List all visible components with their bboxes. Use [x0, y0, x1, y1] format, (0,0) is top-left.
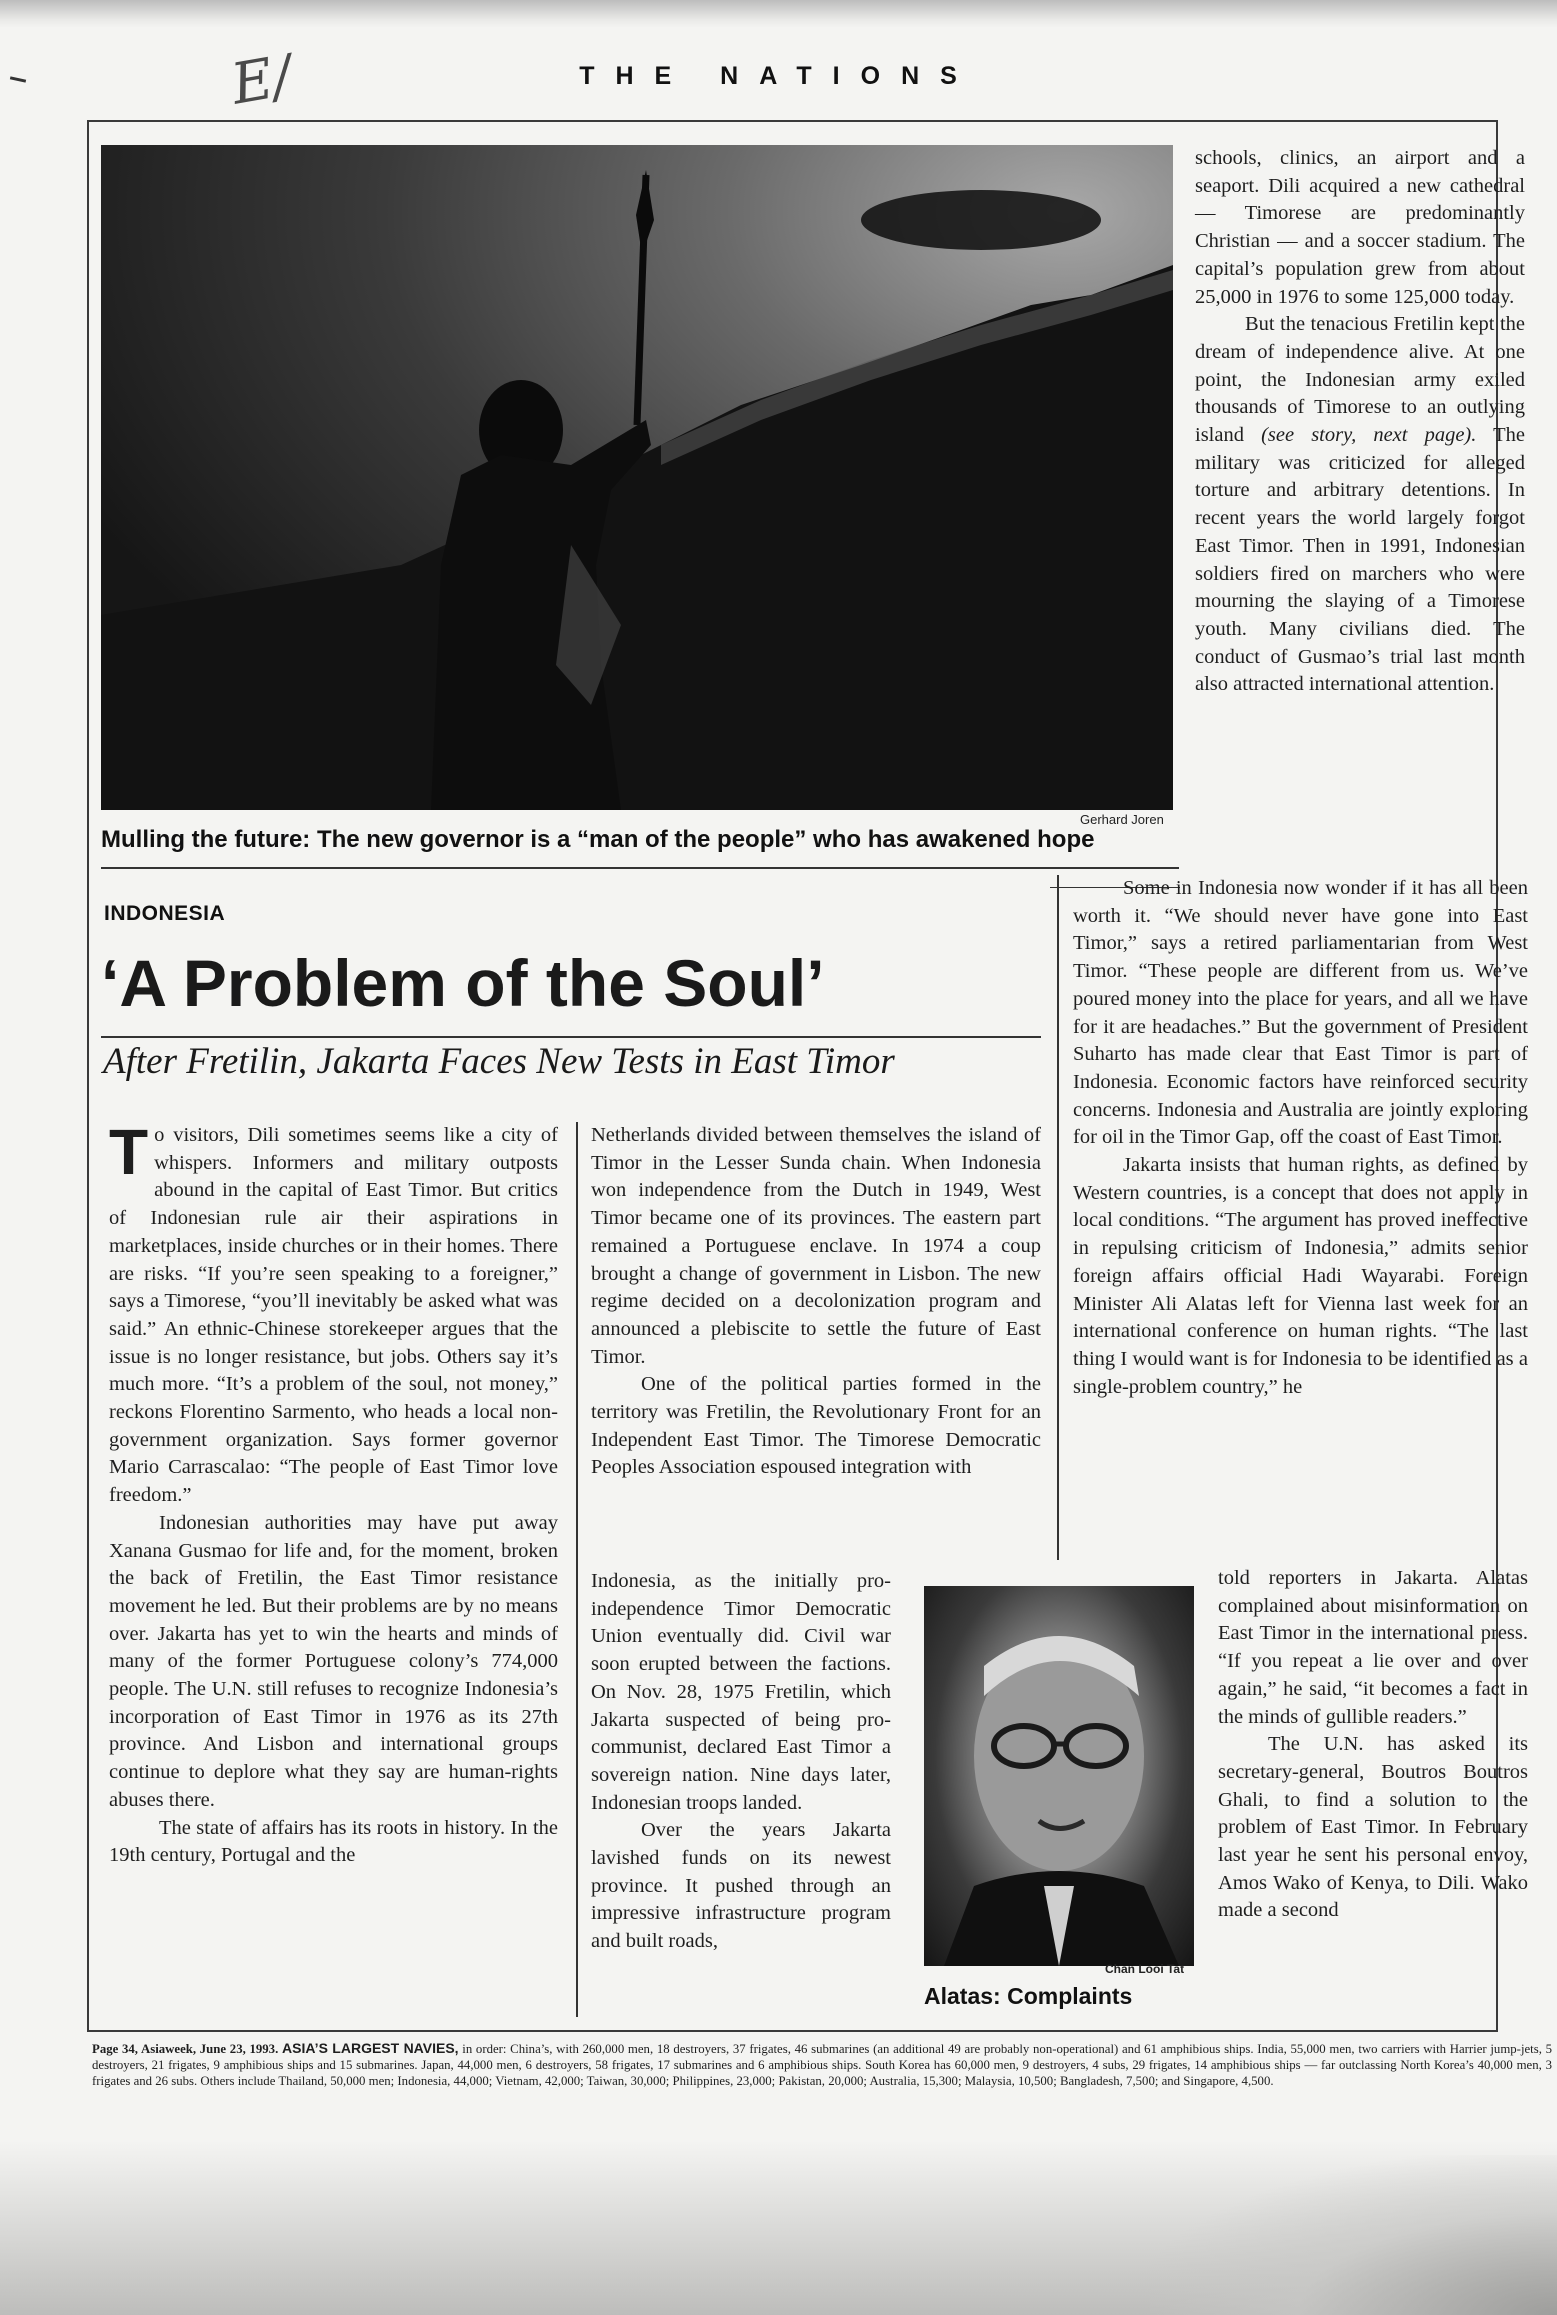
photo-credit: Gerhard Joren [1080, 812, 1164, 827]
photo-caption: Mulling the future: The new governor is a “man of the people” who has awakened hope [101, 826, 1095, 853]
paragraph: Some in Indonesia now wonder if it has all been worth it. “We should never have gone into East Timor,” says a retired parliamentarian from West Timor. “These people are different from us. We’ve poured money into the place for years, and all we have for it are headaches.” But the government of President Suharto has made clear that East Timor is part of Indonesia. Economic factors have reinforced security concerns. Indonesia and Australia are jointly exploring for oil in the Timor Gap, off the coast of East Timor. [1073, 877, 1528, 1149]
footer-text: in order: China’s, with 260,000 men, 18 destroyers, 37 frigates, 46 submarines (an additional 49 are probably non-operational) and 61 amphibious ships. India, 55,000 men, two carriers with Harrier jump-jets, 5 destroyers, 21 frigates, 9 amphibious ships and 15 submarines. Japan, 44,000 men, 6 destroyers, 58 frigates, 17 submarines and 6 amphibious ships. South Korea has 60,000 men, 9 destroyers, 4 subs, 29 frigates, 14 amphibious ships — far outclassing North Korea’s 40,000 men, 3 frigates and 26 subs. Others include Thailand, 50,000 men; Indonesia, 44,000; Vietnam, 42,000; Taiwan, 30,000; Philippines, 23,000; Pakistan, 20,000; Australia, 15,300; Malaysia, 10,500; Bangladesh, 7,500; and Singapore, 4,500. [92, 2042, 1553, 2088]
paragraph-text: o visitors, Dili sometimes seems like a city of whispers. Informers and military outposts abound in the capital of East Timor. But critics of Indonesian rule air their aspirations in marketplaces, inside churches or in their homes. There are risks. “If you’re seen speaking to a foreigner,” says a Timorese, “you’ll inevitably be asked what was said.” An ethnic-Chinese storekeeper argues that the issue is no longer resistance, but jobs. Others say it’s much more. “It’s a problem of the soul, not money,” reckons Florentino Sarmento, who heads a local non-government organization. Says former governor Mario Carrascalao: “The people of East Timor love freedom.” [109, 1124, 558, 1507]
body-column-3-bottom [1218, 1565, 1528, 1925]
paragraph: schools, clinics, an airport and a seaport. Dili acquired a new cathedral — Timorese are predominantly Christian — and a soccer stadium. The capital’s population grew from about 25,000 in 1976 to some 125,000 today. [1195, 147, 1525, 308]
photo-silhouette [101, 145, 1173, 810]
headline: ‘A Problem of the Soul’ [101, 946, 825, 1020]
section-header: THE NATIONS [579, 62, 978, 90]
caption-rule [101, 867, 1179, 869]
headline-rule [101, 1036, 1041, 1038]
body-column-2 [591, 1122, 1041, 1482]
body-column-3-middle [1073, 875, 1528, 1401]
handwritten-mark: E/ [226, 43, 297, 118]
paragraph: The U.N. has asked its secretary-general, Boutros Boutros Ghali, to find a solution to the problem of East Timor. In February last year he sent his personal envoy, Amos Wako of Kenya, to Dili. Wako made a second [1218, 1733, 1528, 1922]
scan-edge-top [0, 0, 1557, 28]
deck: After Fretilin, Jakarta Faces New Tests in East Timor [103, 1041, 895, 1082]
paragraph: Over the years Jakarta lavished funds on its newest province. It pushed through an impressive infrastructure program and built roads, [591, 1819, 891, 1953]
footer-factbox [92, 2040, 1552, 2089]
paragraph: The state of affairs has its roots in history. In the 19th century, Portugal and the [109, 1816, 558, 1867]
body-column-3-top [1195, 145, 1525, 699]
paragraph-text: But the tenacious Fretilin kept the dream of independence alive. At one point, the Indonesian army exiled thousands of Timorese to an outlying island [1195, 313, 1525, 447]
scan-shadow-corner [1150, 2155, 1557, 2315]
portrait-photo [924, 1586, 1194, 1966]
footer-label: ASIA’S LARGEST NAVIES, [282, 2040, 459, 2056]
body-column-1 [109, 1116, 558, 1870]
paragraph: Indonesia, as the initially pro-independence Timor Democratic Union eventually did. Civil war soon erupted between the factions. On Nov. 28, 1975 Fretilin, which Jakarta suspected of being pro-communist, declared East Timor a sovereign nation. Nine days later, Indonesian troops landed. [591, 1570, 891, 1814]
paragraph [109, 1116, 558, 1510]
footer-page-ref: Page 34, Asiaweek, June 23, 1993. [92, 2042, 279, 2056]
drop-cap: T [109, 1116, 149, 1188]
lead-photo [101, 145, 1173, 810]
paragraph-text: The military was criticized for alleged torture and arbitrary detentions. In recent years the world largely forgot East Timor. Then in 1991, Indonesian soldiers fired on marchers who were mourning the slaying of a Timorese youth. Many civilians died. The conduct of Gusmao’s trial last month also attracted international attention. [1195, 424, 1525, 696]
paragraph: told reporters in Jakarta. Alatas complained about misinformation on East Timor in the international press. “If you repeat a lie over and over again,” he said, “it becomes a fact in the minds of gullible readers.” [1218, 1567, 1528, 1728]
body-column-2-continued [591, 1568, 891, 1956]
column-divider-1 [576, 1122, 578, 2017]
portrait-silhouette [924, 1586, 1194, 1966]
paragraph: Jakarta insists that human rights, as defined by Western countries, is a concept that does not apply in local conditions. “The argument has proved ineffective in repulsing criticism of Indonesia,” admits senior foreign affairs official Hadi Wayarabi. Foreign Minister Ali Alatas left for Vienna last week for an international conference on human rights. “The last thing I would want is for Indonesia to be identified as a single-problem country,” he [1073, 1154, 1528, 1398]
paragraph: Indonesian authorities may have put away Xanana Gusmao for life and, for the moment, broken the back of Fretilin, the East Timor resistance movement he led. But their problems are by no means over. Jakarta has yet to win the hearts and minds of many of the former Portuguese colony’s 774,000 people. The U.N. still refuses to recognize Indonesia’s incorporation of East Timor in 1976 as its 27th province. And Lisbon and international groups continue to deplore what they say are human-rights abuses there. [109, 1511, 558, 1811]
paragraph [1195, 311, 1525, 699]
paragraph: Netherlands divided between themselves the island of Timor in the Lesser Sunda chain. When Indonesia won independence from the Dutch in 1949, West Timor became one of its provinces. The eastern part remained a Portuguese enclave. In 1974 a coup brought a change of government in Lisbon. The new regime decided on a decolonization program and announced a plebiscite to settle the future of East Timor. [591, 1124, 1041, 1368]
kicker: INDONESIA [104, 902, 226, 925]
cross-reference: (see story, next page). [1261, 424, 1477, 447]
portrait-credit: Chan Looi Tat [1105, 1962, 1185, 1976]
column-divider-2 [1057, 875, 1059, 1560]
paragraph: One of the political parties formed in the territory was Fretilin, the Revolutionary Front for an Independent East Timor. The Timorese Democratic Peoples Association espoused integration with [591, 1373, 1041, 1479]
portrait-caption: Alatas: Complaints [924, 1983, 1133, 2009]
